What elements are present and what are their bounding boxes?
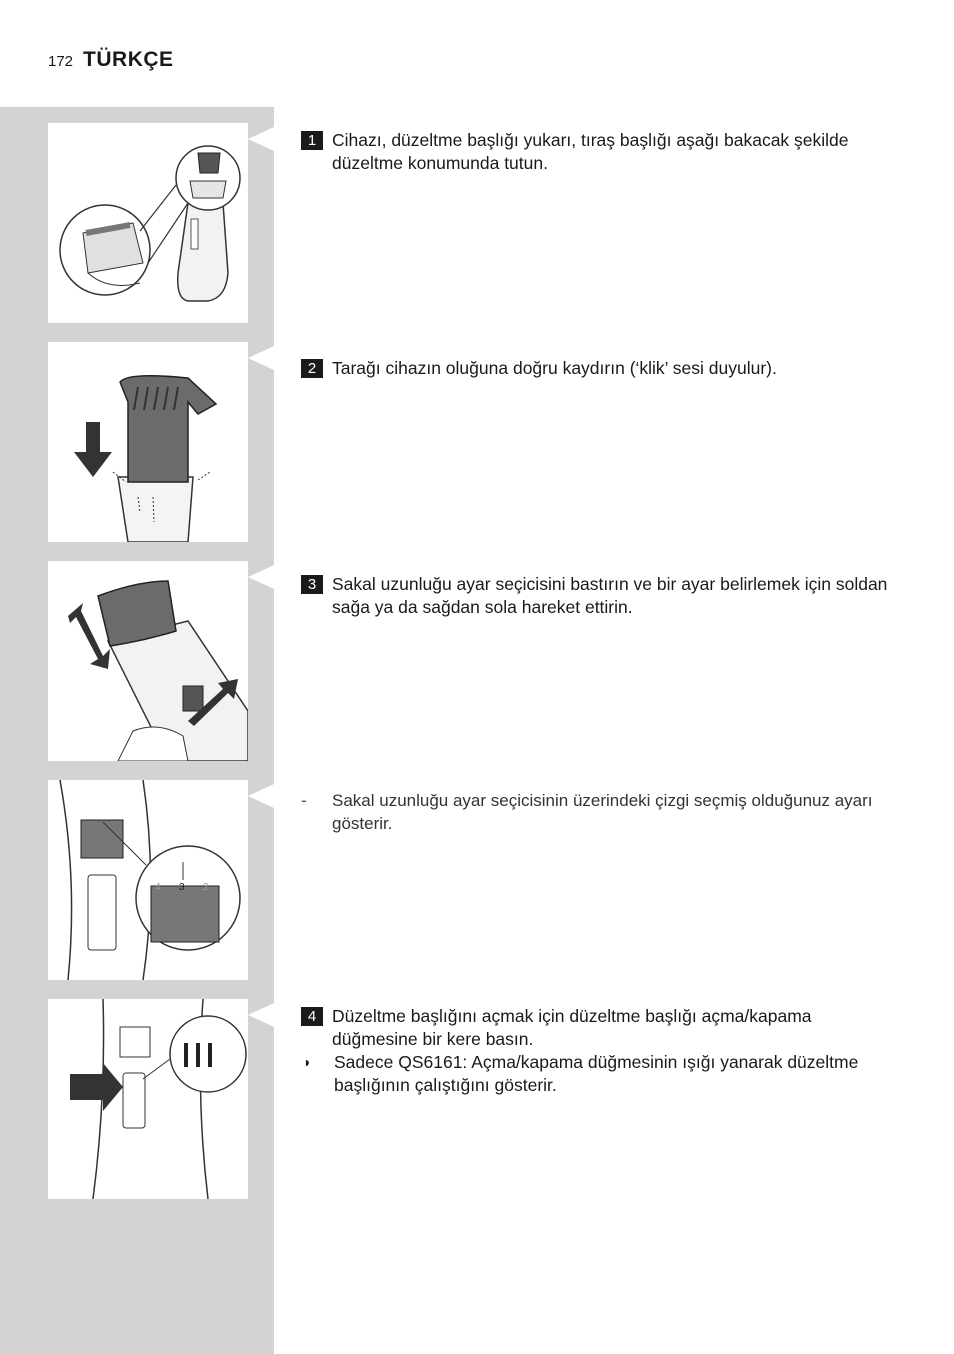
panel-pointer (248, 346, 274, 370)
step-1 (301, 129, 891, 175)
language-title: TÜRKÇE (83, 48, 174, 71)
note-text: Sakal uzunluğu ayar seçicisinin üzerindeki çizgi seçmiş olduğunuz ayarı gösterir. (332, 791, 873, 833)
illustration-adjust-length (48, 561, 248, 761)
length-adjust-drawing (48, 561, 248, 761)
step-4 (301, 1005, 891, 1097)
step-number-badge: 1 (301, 131, 323, 150)
illustration-press-trimmer-button (48, 999, 248, 1199)
panel-pointer (248, 1003, 274, 1027)
illustration-hold-device (48, 123, 248, 323)
step-2 (301, 357, 891, 380)
illustration-attach-comb (48, 342, 248, 542)
dial-label-4: 4 (155, 882, 161, 893)
illustration-length-indicator (48, 780, 248, 980)
page-header (48, 48, 174, 72)
step-text: Tarağı cihazın oluğuna doğru kaydırın (‘klik’ sesi duyulur). (332, 358, 777, 378)
dash-marker: - (301, 790, 307, 810)
step-3 (301, 573, 891, 619)
dial-label-2: 2 (203, 882, 209, 893)
step-text: Sakal uzunluğu ayar seçicisini bastırın ve bir ayar belirlemek için soldan sağa ya da sağdan sola hareket ettirin. (332, 574, 888, 617)
length-indicator-drawing (48, 780, 248, 980)
panel-pointer (248, 127, 274, 151)
step-number-badge: 2 (301, 359, 323, 378)
panel-pointer (248, 784, 274, 808)
dial-label-3: 3 (179, 882, 185, 893)
step-text: Düzeltme başlığını açmak için düzeltme başlığı açma/kapama düğmesine bir kere basın. (332, 1006, 812, 1049)
step-text: Cihazı, düzeltme başlığı yukarı, tıraş başlığı aşağı bakacak şekilde düzeltme konumunda tutun. (332, 130, 849, 173)
step-3-note (301, 789, 891, 835)
device-hold-drawing (48, 123, 248, 323)
panel-pointer (248, 565, 274, 589)
step-number-badge: 3 (301, 575, 323, 594)
trimmer-button-drawing (48, 999, 248, 1199)
page-number: 172 (48, 53, 74, 70)
step-number-badge: 4 (301, 1007, 323, 1026)
result-text: Sadece QS6161: Açma/kapama düğmesinin ışığı yanarak düzeltme başlığının çalıştığını gösterir. (334, 1052, 859, 1095)
result-bullet-icon: ◗ (303, 1054, 312, 1070)
comb-attach-drawing (48, 342, 248, 542)
